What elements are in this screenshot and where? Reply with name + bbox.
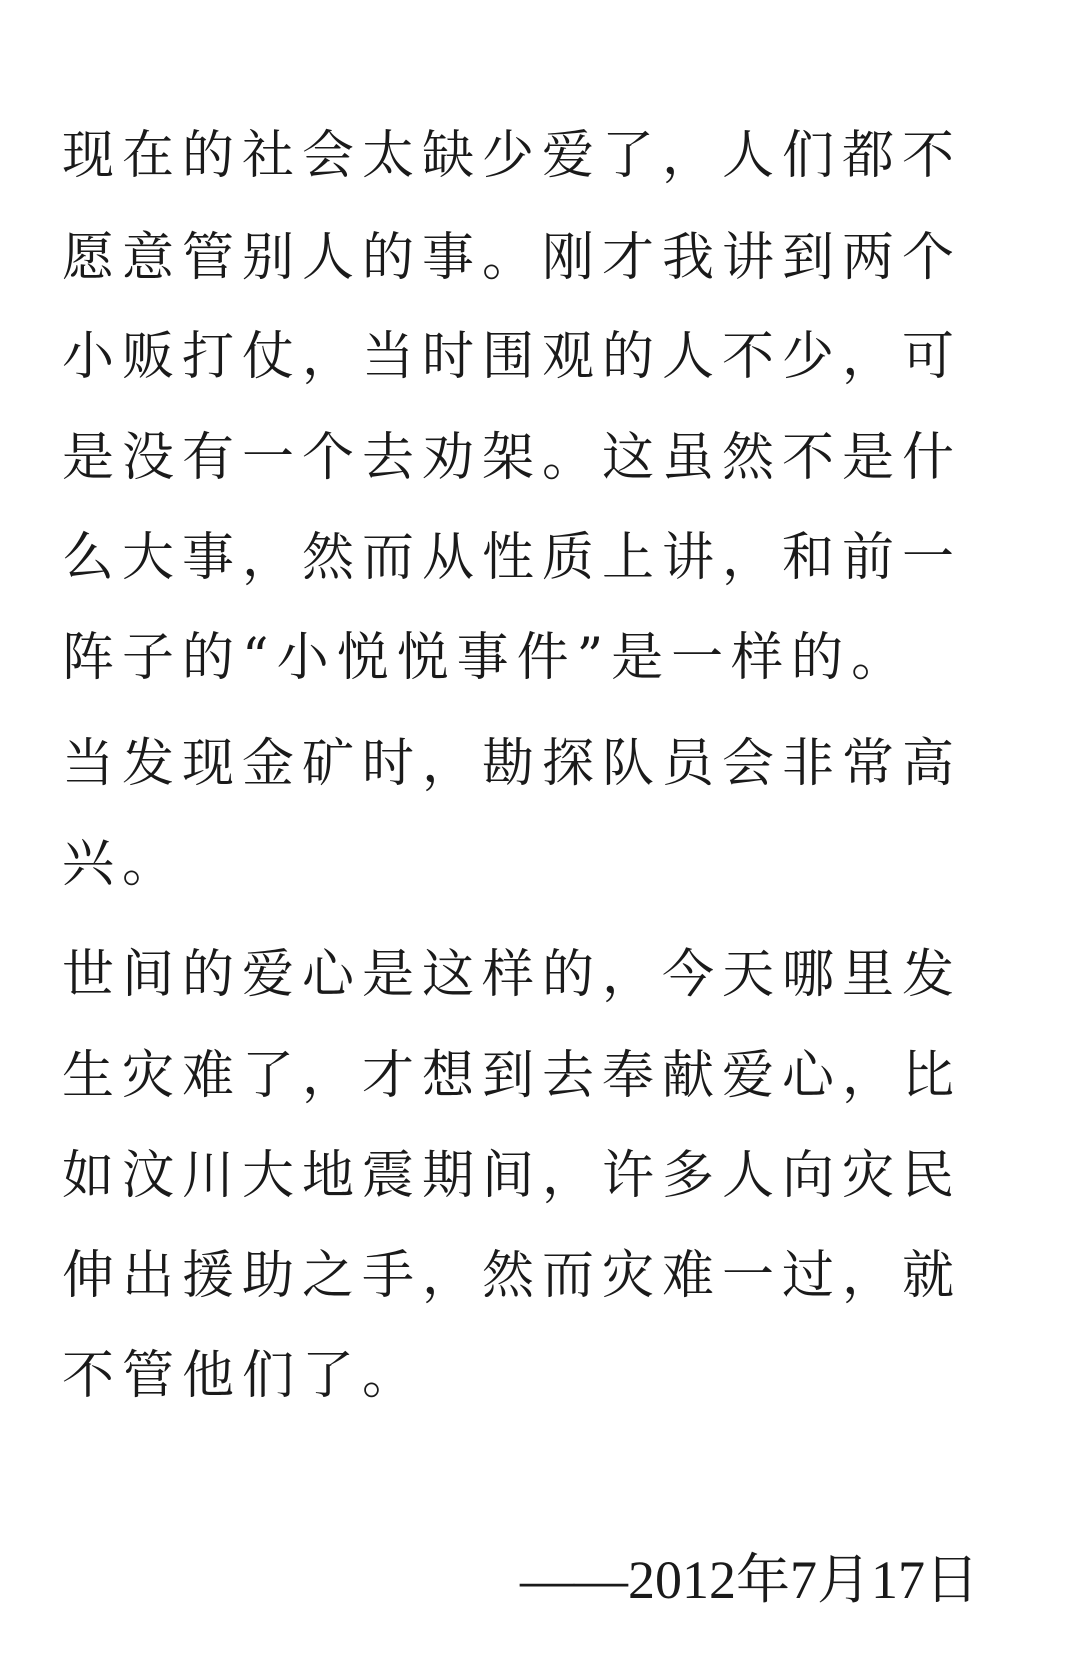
text-line: 愿意管别人的事。刚才我讲到两个 — [62, 228, 963, 288]
text-line: 如汶川大地震期间，许多人向灾民 — [62, 1146, 963, 1206]
text-line: 么大事，然而从性质上讲，和前一 — [62, 528, 963, 588]
text-line: 小贩打仗，当时围观的人不少，可 — [62, 327, 963, 387]
date-signature: ——2012年7月17日 — [520, 1550, 979, 1610]
text-line: 伸出援助之手，然而灾难一过，就 — [62, 1246, 963, 1306]
text-line: 世间的爱心是这样的，今天哪里发 — [62, 945, 963, 1005]
text-line: 生灾难了，才想到去奉献爱心，比 — [62, 1046, 963, 1106]
text-line: 兴。 — [62, 834, 183, 894]
text-line: 是没有一个去劝架。这虽然不是什 — [62, 428, 963, 488]
text-line: 现在的社会太缺少爱了，人们都不 — [62, 126, 963, 186]
text-line: 不管他们了。 — [62, 1346, 423, 1406]
text-line: 阵子的“小悦悦事件”是一样的。 — [62, 628, 912, 688]
text-line: 当发现金矿时，勘探队员会非常高 — [62, 734, 963, 794]
